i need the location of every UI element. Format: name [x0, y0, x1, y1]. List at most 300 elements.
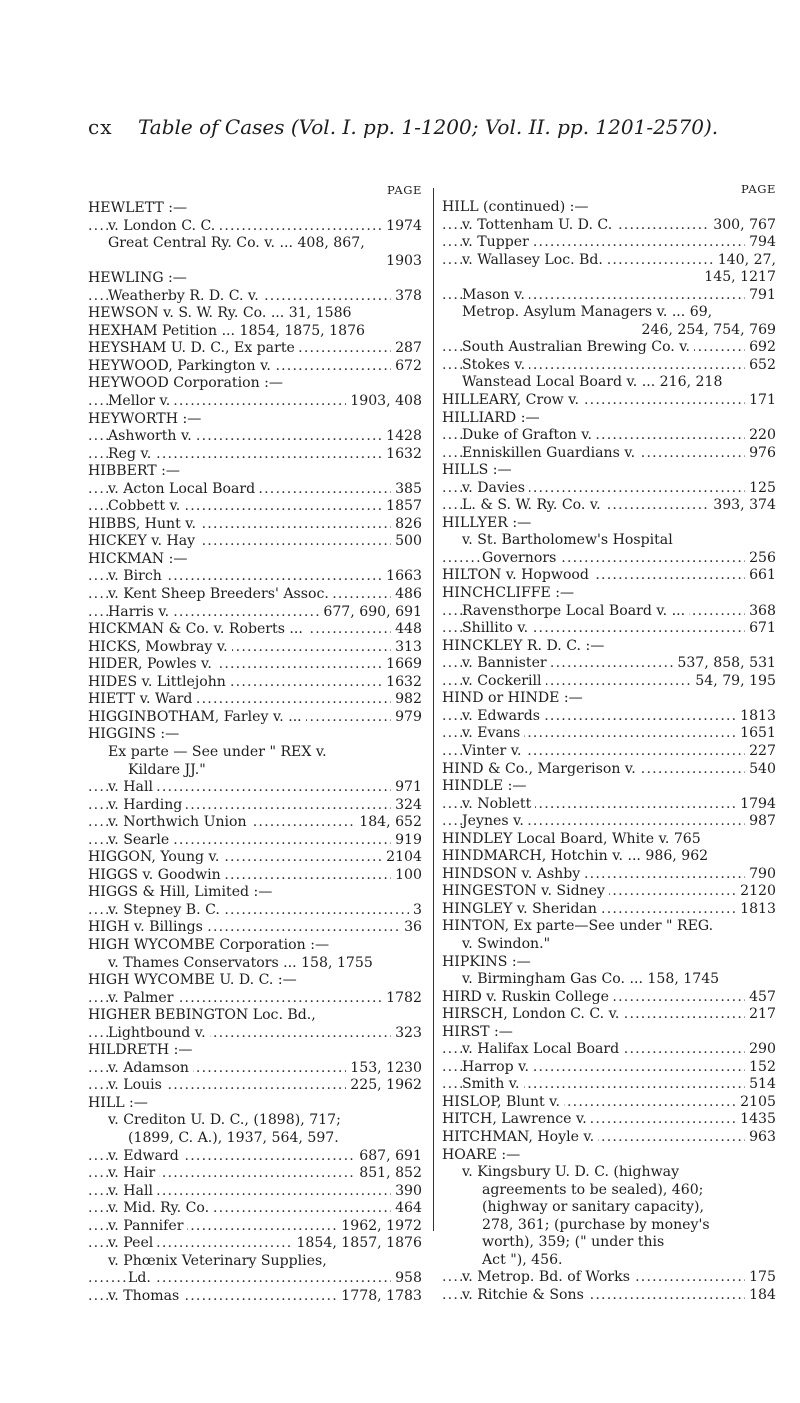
case-heading [442, 831, 776, 849]
case-name: HIRD v. Ruskin College [442, 989, 613, 1005]
case-heading [442, 638, 776, 656]
case-name: (1899, C. A.), 1937, 564, 597. [128, 1129, 339, 1146]
page-ref: 313 [391, 639, 422, 657]
case-name: Enniskillen Guardians v. [462, 445, 639, 461]
case-entry [88, 779, 422, 797]
case-entry [442, 813, 776, 831]
case-entry [88, 1148, 422, 1166]
case-heading [88, 516, 422, 534]
case-entry [442, 936, 776, 954]
page-ref: 540 [745, 761, 776, 779]
case-name: v. Crediton U. D. C., (1898), 717; [108, 1112, 341, 1129]
case-heading [88, 937, 422, 955]
case-name: HIDER, Powles v. [88, 656, 216, 672]
case-heading [442, 199, 776, 217]
page-ref: 1903, 408 [346, 393, 422, 411]
page-ref: 125 [745, 480, 776, 498]
case-entry [88, 1025, 422, 1043]
case-name: Jeynes v. [462, 813, 528, 829]
case-name: HEYWOOD Corporation :— [88, 375, 283, 392]
case-heading [88, 867, 422, 885]
case-entry [442, 445, 776, 463]
case-entry [88, 832, 422, 850]
case-name: v. St. Bartholomew's Hospital [462, 532, 673, 549]
page-ref: 514 [745, 1076, 776, 1094]
case-entry [442, 532, 776, 550]
case-name: Mason v. [462, 287, 529, 303]
case-entry [88, 762, 422, 780]
page-ref: 1857 [382, 498, 422, 516]
column-divider [433, 188, 434, 1231]
page-title: Table of Cases (Vol. I. pp. 1-1200; Vol. II. pp. 1201-2570). [138, 115, 719, 139]
case-name: Shillito v. [462, 620, 532, 636]
page-ref: 2105 [736, 1094, 776, 1112]
page-ref: 2104 [382, 849, 422, 867]
case-name: v. Hair [108, 1165, 159, 1181]
page-ref: 982 [391, 691, 422, 709]
page-ref: 851, 852 [355, 1165, 422, 1183]
case-name: v. Evans [462, 725, 524, 741]
case-heading [88, 200, 422, 218]
page-ref: 36 [400, 919, 422, 937]
case-name: v. Thomas [108, 1288, 183, 1304]
page-ref: 393, 374 [709, 497, 776, 515]
case-heading [88, 270, 422, 288]
case-heading [88, 1042, 422, 1060]
case-name: Duke of Grafton v. [462, 427, 596, 443]
case-name: HICKS, Mowbray v. [88, 639, 232, 655]
case-heading [442, 1129, 776, 1147]
page-ref: 1428 [382, 428, 422, 446]
page-ref: 1782 [382, 990, 422, 1008]
case-entry [442, 1059, 776, 1077]
case-name: HEYSHAM U. D. C., Ex parte [88, 340, 299, 356]
case-entry [88, 498, 422, 516]
case-heading [88, 551, 422, 569]
case-heading [442, 462, 776, 480]
case-entry [442, 796, 776, 814]
page-column-heading: PAGE [741, 182, 776, 196]
case-entry [88, 1235, 422, 1253]
case-name: Mellor v. [108, 393, 174, 409]
case-name: v. Palmer [108, 990, 177, 1006]
case-name: HIGH v. Billings [88, 919, 207, 935]
page-ref: 971 [391, 779, 422, 797]
case-name: Ashworth v. [108, 428, 196, 444]
case-entry [442, 1252, 776, 1270]
case-heading [88, 639, 422, 657]
case-entry [442, 620, 776, 638]
case-heading [88, 691, 422, 709]
case-name: v. Harding [108, 797, 186, 813]
case-entry [442, 1234, 776, 1252]
case-entry [442, 1076, 776, 1094]
case-entry [88, 902, 422, 920]
case-entry [442, 550, 776, 568]
case-name: Harrop v. [462, 1059, 533, 1075]
page-ref: 1854, 1857, 1876 [292, 1235, 422, 1253]
case-name: HIRSCH, London C. C. v. [442, 1006, 623, 1022]
page-ref: 152 [745, 1059, 776, 1077]
case-entry [88, 1077, 422, 1095]
case-entry [442, 1164, 776, 1182]
case-entry [88, 1253, 422, 1271]
case-entry [442, 357, 776, 375]
case-name: v. Noblett [462, 796, 535, 812]
case-name: HILL (continued) :— [442, 199, 589, 215]
case-entry [88, 288, 422, 306]
case-heading [442, 778, 776, 796]
case-name: HINGESTON v. Sidney [442, 883, 609, 899]
case-entry [88, 814, 422, 832]
case-entry [88, 235, 422, 253]
page-ref: 217 [745, 1006, 776, 1024]
case-entry [442, 603, 776, 621]
page-ref: 171 [745, 392, 776, 410]
case-name: HILL :— [88, 1094, 148, 1111]
page-ref: 692 [745, 339, 776, 357]
case-name: worth), 359; (" under this [482, 1234, 665, 1251]
case-name: HILLIARD :— [442, 409, 540, 426]
case-entry [442, 427, 776, 445]
case-name: HIGHER BEBINGTON Loc. Bd., [88, 1007, 316, 1024]
page-ref: 1778, 1783 [337, 1288, 422, 1306]
case-name: v. Edward [108, 1148, 183, 1164]
page-ref: 287 [391, 340, 422, 358]
case-name: HIDES v. Littlejohn [88, 674, 230, 690]
case-name: Ex parte — See under " REX v. [108, 743, 327, 760]
page-ref: 140, 27, [714, 252, 776, 270]
page-ref: 290 [745, 1041, 776, 1059]
page-ref: 1962, 1972 [337, 1218, 422, 1236]
page-ref: 500 [391, 533, 422, 551]
page-number: cx [88, 115, 113, 139]
page-ref: 145, 1217 [704, 269, 776, 286]
case-name: HIGGON, Young v. [88, 849, 223, 865]
case-list [442, 199, 776, 1304]
case-name: HINCKLEY R. D. C. :— [442, 637, 605, 654]
case-name: L. & S. W. Ry. Co. v. [462, 497, 605, 513]
page-ref: 791 [745, 287, 776, 305]
case-entry [442, 287, 776, 305]
page-ref: 1903 [386, 252, 422, 269]
case-name: HICKMAN :— [88, 550, 188, 567]
case-entry [442, 1041, 776, 1059]
case-heading [442, 866, 776, 884]
case-name: v. Davies [462, 480, 529, 496]
case-heading [88, 656, 422, 674]
case-name: v. Swindon." [462, 935, 551, 952]
case-heading [442, 1094, 776, 1112]
case-name: v. Hall [108, 779, 157, 795]
case-heading [442, 954, 776, 972]
case-name: agreements to be sealed), 460; [482, 1181, 704, 1198]
page-ref: 537, 858, 531 [673, 655, 776, 673]
case-name: v. Louis [108, 1077, 166, 1093]
page-ref: 184, 652 [355, 814, 422, 832]
page-ref: 677, 690, 691 [319, 604, 422, 622]
case-entry [442, 269, 776, 287]
case-name: HEWSON v. S. W. Ry. Co. ... 31, 1586 [88, 305, 352, 322]
case-name: v. Bannister [462, 655, 551, 671]
case-heading [442, 392, 776, 410]
case-heading [442, 1006, 776, 1024]
case-name: v. Birmingham Gas Co. ... 158, 1745 [462, 971, 720, 988]
case-name: Act "), 456. [482, 1251, 563, 1268]
case-name: HILLYER :— [442, 514, 532, 531]
page-ref: 378 [391, 288, 422, 306]
page-ref: 1669 [382, 656, 422, 674]
page-ref: 826 [391, 516, 422, 534]
right-column [442, 182, 776, 1304]
case-name: v. Kingsbury U. D. C. (highway [462, 1164, 680, 1181]
case-entry [88, 218, 422, 236]
page-ref: 652 [745, 357, 776, 375]
case-name: HEWLETT :— [88, 200, 188, 216]
case-entry [88, 253, 422, 271]
case-name: Smith v. [462, 1076, 524, 1092]
case-name: Reg v. [108, 446, 155, 462]
case-heading [442, 585, 776, 603]
case-name: HIGGINBOTHAM, Farley v. ... [88, 709, 306, 725]
case-heading [442, 901, 776, 919]
case-entry [88, 568, 422, 586]
case-heading [88, 709, 422, 727]
case-name: HINDLE :— [442, 778, 527, 795]
case-heading [88, 621, 422, 639]
case-entry [442, 234, 776, 252]
page-ref: 976 [745, 445, 776, 463]
page-ref: 1632 [382, 446, 422, 464]
case-name: HICKMAN & Co. v. Roberts ... [88, 621, 307, 637]
case-name: HIRST :— [442, 1023, 513, 1040]
case-heading [442, 1111, 776, 1129]
page-ref: 1813 [736, 901, 776, 919]
page-ref: 300, 767 [709, 217, 776, 235]
case-name: v. Edwards [462, 708, 544, 724]
case-name: v. Northwich Union [108, 814, 251, 830]
page-ref: 1813 [736, 708, 776, 726]
case-heading [442, 1024, 776, 1042]
case-heading [442, 848, 776, 866]
case-name: HILLS :— [442, 462, 512, 479]
case-name: HINGLEY v. Sheridan [442, 901, 601, 917]
case-heading [88, 674, 422, 692]
case-heading [88, 1007, 422, 1025]
page-ref: 323 [391, 1025, 422, 1043]
case-entry [442, 322, 776, 340]
case-heading [88, 919, 422, 937]
case-name: v. Tottenham U. D. C. [462, 217, 616, 233]
page-ref: 919 [391, 832, 422, 850]
case-entry [88, 428, 422, 446]
page-ref: 2120 [736, 883, 776, 901]
case-name: Lightbound v. [108, 1025, 210, 1041]
case-name: v. Birch [108, 568, 166, 584]
page-ref: 457 [745, 989, 776, 1007]
case-entry [442, 1269, 776, 1287]
case-name: South Australian Brewing Co. v. [462, 339, 694, 355]
case-heading [88, 340, 422, 358]
case-list [88, 200, 422, 1305]
case-name: HIPKINS :— [442, 953, 531, 970]
page-ref: 1632 [382, 674, 422, 692]
case-entry [88, 481, 422, 499]
case-name: HIBBERT :— [88, 463, 180, 480]
page-ref: 3 [409, 902, 422, 920]
page-ref: 175 [745, 1269, 776, 1287]
case-heading [88, 884, 422, 902]
case-heading [442, 761, 776, 779]
case-name: HILLEARY, Crow v. [442, 392, 583, 408]
page-ref: 672 [391, 358, 422, 376]
case-name: HIGGS v. Goodwin [88, 867, 225, 883]
case-name: HIBBS, Hunt v. [88, 516, 200, 532]
case-name: (highway or sanitary capacity), [482, 1199, 704, 1216]
case-heading [442, 1147, 776, 1165]
case-name: Vinter v. [462, 743, 526, 759]
case-name: v. Mid. Ry. Co. [108, 1200, 213, 1216]
case-name: HEXHAM Petition ... 1854, 1875, 1876 [88, 322, 366, 339]
case-name: HEWLING :— [88, 270, 187, 287]
case-name: HIGH WYCOMBE U. D. C. :— [88, 972, 297, 989]
case-entry [442, 1217, 776, 1235]
case-name: v. Searle [108, 832, 173, 848]
case-name: v. Stepney B. C. [108, 902, 224, 918]
case-entry [88, 955, 422, 973]
case-name: HILTON v. Hopwood [442, 567, 593, 583]
case-name: HEYWOOD, Parkington v. [88, 358, 275, 374]
page-ref: 225, 1962 [346, 1077, 422, 1095]
case-name: HINDLEY Local Board, White v. 765 [442, 830, 701, 847]
page-ref: 385 [391, 481, 422, 499]
case-name: 278, 361; (purchase by money's [482, 1216, 710, 1233]
case-entry [88, 744, 422, 762]
case-name: v. Wallasey Loc. Bd. [462, 252, 607, 268]
running-header [88, 115, 788, 141]
case-name: HINCHCLIFFE :— [442, 585, 575, 602]
case-heading [88, 849, 422, 867]
case-entry [442, 673, 776, 691]
case-name: Great Central Ry. Co. v. ... 408, 867, [108, 235, 365, 252]
case-heading [88, 972, 422, 990]
case-name: Stokes v. [462, 357, 529, 373]
case-heading [442, 918, 776, 936]
case-name: HINTON, Ex parte—See under " REG. [442, 918, 714, 935]
case-entry [88, 1060, 422, 1078]
case-entry [442, 1199, 776, 1217]
page-ref: 54, 79, 195 [691, 673, 776, 691]
case-name: HILDRETH :— [88, 1042, 193, 1059]
case-heading [88, 375, 422, 393]
case-name: Cobbett v. [108, 498, 184, 514]
page-ref: 687, 691 [355, 1148, 422, 1166]
page-ref: 100 [391, 867, 422, 885]
case-name: HINDSON v. Ashby [442, 866, 584, 882]
page-ref: 464 [391, 1200, 422, 1218]
case-entry [442, 971, 776, 989]
case-entry [88, 1270, 422, 1288]
page-ref: 794 [745, 234, 776, 252]
case-name: v. Cockerill [462, 673, 546, 689]
case-entry [88, 1130, 422, 1148]
case-name: HITCH, Lawrence v. [442, 1111, 591, 1127]
case-name: Ravensthorpe Local Board v. ... [462, 603, 689, 619]
case-heading [442, 515, 776, 533]
case-name: HIGGINS :— [88, 726, 180, 743]
case-entry [88, 446, 422, 464]
case-entry [442, 480, 776, 498]
case-name: HICKEY v. Hay [88, 533, 199, 549]
case-name: v. London C. C. [108, 218, 219, 234]
case-heading [88, 1095, 422, 1113]
page-ref: 1663 [382, 568, 422, 586]
page-ref: 448 [391, 621, 422, 639]
case-entry [88, 604, 422, 622]
case-entry [88, 1112, 422, 1130]
case-entry [88, 1183, 422, 1201]
page-ref: 390 [391, 1183, 422, 1201]
case-name: HITCHMAN, Hoyle v. [442, 1129, 598, 1145]
case-entry [442, 374, 776, 392]
page-ref: 958 [391, 1270, 422, 1288]
case-name: Governors [482, 550, 560, 566]
case-name: Ld. [128, 1270, 155, 1286]
case-name: v. Hall [108, 1183, 157, 1199]
left-column [88, 183, 422, 1305]
page-ref: 246, 254, 754, 769 [641, 321, 776, 338]
case-name: HIND & Co., Margerison v. [442, 761, 640, 777]
case-entry [88, 990, 422, 1008]
case-name: v. Pannifer [108, 1218, 187, 1234]
case-heading [442, 410, 776, 428]
case-name: v. Ritchie & Sons [462, 1287, 588, 1303]
case-heading [88, 358, 422, 376]
page-ref: 1651 [736, 725, 776, 743]
page-ref: 153, 1230 [346, 1060, 422, 1078]
case-heading [442, 690, 776, 708]
case-entry [88, 586, 422, 604]
case-entry [88, 1200, 422, 1218]
case-name: v. Kent Sheep Breeders' Assoc. [108, 586, 333, 602]
case-entry [442, 304, 776, 322]
case-name: v. Adamson [108, 1060, 193, 1076]
case-entry [442, 1287, 776, 1305]
case-heading [88, 533, 422, 551]
case-entry [88, 1288, 422, 1306]
page-ref: 1974 [382, 218, 422, 236]
case-name: Wanstead Local Board v. ... 216, 218 [462, 374, 723, 391]
case-name: Kildare JJ." [128, 761, 206, 778]
page-ref: 368 [745, 603, 776, 621]
case-name: Harris v. [108, 604, 173, 620]
case-name: Weatherby R. D. C. v. [108, 288, 263, 304]
page-ref: 1794 [736, 796, 776, 814]
case-name: v. Phœnix Veterinary Supplies, [108, 1252, 327, 1269]
case-entry [442, 725, 776, 743]
case-entry [88, 797, 422, 815]
case-name: HIND or HINDE :— [442, 690, 583, 707]
page-ref: 1435 [736, 1111, 776, 1129]
case-name: v. Metrop. Bd. of Works [462, 1269, 634, 1285]
case-name: v. Halifax Local Board [462, 1041, 623, 1057]
case-name: v. Acton Local Board [108, 481, 259, 497]
page-ref: 661 [745, 567, 776, 585]
case-entry [442, 708, 776, 726]
page-column-heading: PAGE [387, 183, 422, 197]
case-entry [442, 339, 776, 357]
case-name: HISLOP, Blunt v. [442, 1094, 564, 1110]
